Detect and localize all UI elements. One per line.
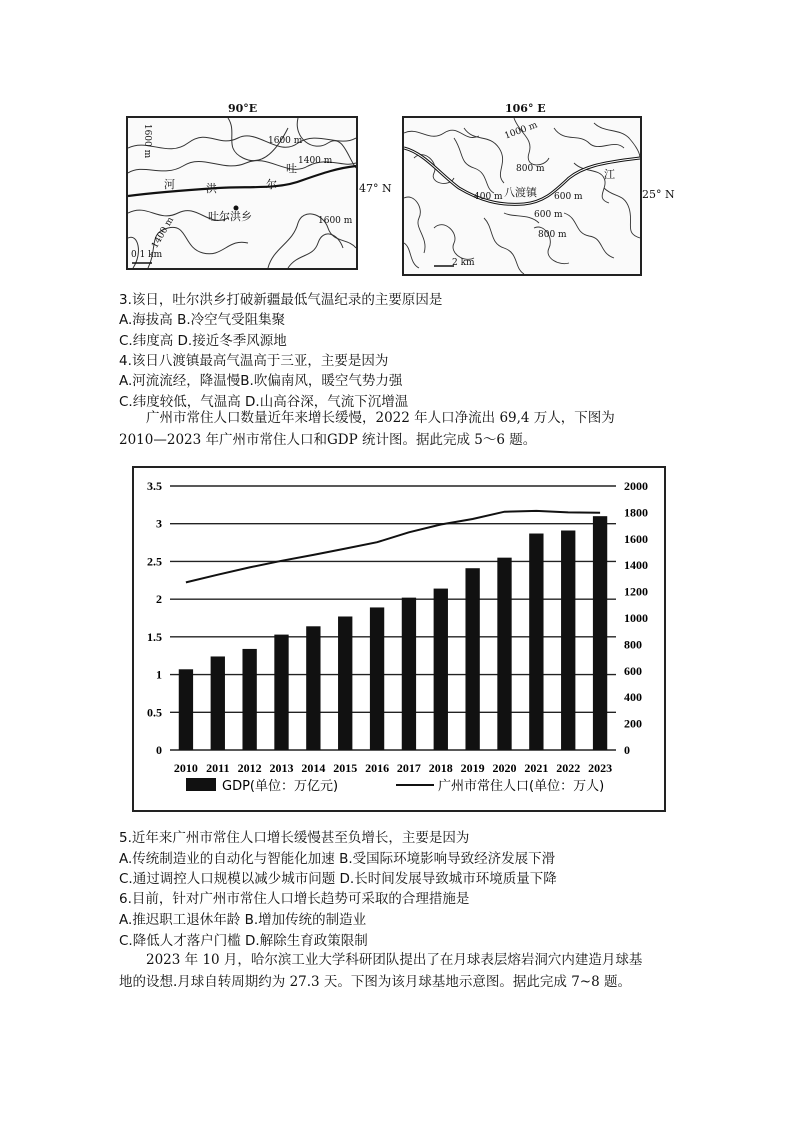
- y-right-tick-label: 600: [624, 663, 642, 678]
- question-6: 6.目前，针对广州市常住人口增长趋势可采取的合理措施是: [119, 891, 470, 907]
- y-right-tick-label: 0: [624, 743, 630, 757]
- question-5-options-ab: A.传统制造业的自动化与智能化加速 B.受国际环境影响导致经济发展下滑: [119, 851, 556, 867]
- map2-latitude-label: 25° N: [642, 188, 675, 201]
- legend-gdp-swatch: [186, 778, 216, 791]
- x-tick-label: 2023: [588, 761, 613, 775]
- gdp-bar: [242, 649, 256, 750]
- gdp-bar: [529, 534, 543, 750]
- y-left-tick-label: 2.5: [147, 554, 162, 569]
- map2-river-label: 江: [604, 168, 615, 181]
- y-right-tick-label: 1000: [624, 611, 648, 625]
- y-right-tick-label: 1400: [624, 558, 648, 573]
- y-right-tick-label: 200: [624, 716, 642, 731]
- y-right-tick-label: 2000: [624, 479, 648, 493]
- y-left-tick-label: 1.5: [147, 629, 162, 644]
- gdp-bar: [434, 589, 448, 750]
- legend-population-label: 广州市常住人口(单位：万人): [438, 779, 605, 794]
- question-6-options-cd: C.降低人才落户门槛 D.解除生育政策限制: [119, 933, 368, 949]
- map2-contour-label: 600 m: [554, 192, 583, 202]
- y-right-tick-label: 1200: [624, 584, 648, 599]
- map1-place-label: 吐尔洪乡: [208, 210, 252, 223]
- question-4-options-ab: A.河流流经，降温慢B.吹偏南风，暖空气势力强: [119, 373, 403, 389]
- x-tick-label: 2021: [524, 761, 549, 775]
- map1-contours: [128, 118, 356, 268]
- intro-paragraph-2-line-2: 地的设想.月球自转周期约为 27.3 天。下图为该月球基地示意图。据此完成 7~8 题。: [119, 974, 632, 990]
- map2-contour-label: 400 m: [474, 192, 503, 202]
- map1-river-char-2: 洪: [206, 182, 217, 195]
- question-3-options-ab: A.海拔高 B.冷空气受阻集聚: [119, 312, 286, 328]
- intro-paragraph-2-line-1: 2023 年 10 月，哈尔滨工业大学科研团队提出了在月球表层熔岩洞穴内建造月球基: [146, 952, 643, 968]
- gdp-population-chart: [132, 466, 666, 812]
- x-tick-label: 2012: [237, 761, 262, 775]
- y-left-tick-label: 0.5: [147, 705, 162, 720]
- map1-river-char-1: 河: [164, 178, 175, 191]
- intro-paragraph-1-line-2: 2010—2023 年广州市常住人口和GDP 统计图。据此完成 5～6 题。: [119, 432, 537, 448]
- map2-contour-label: 800 m: [538, 230, 567, 240]
- map1-longitude-label: 90°E: [228, 102, 258, 115]
- question-3-options-cd: C.纬度高 D.接近冬季风源地: [119, 333, 287, 349]
- x-tick-label: 2017: [396, 761, 421, 775]
- map2-contour-label: 600 m: [534, 210, 563, 220]
- gdp-bar: [179, 669, 193, 750]
- y-right-tick-label: 800: [624, 637, 642, 652]
- question-6-options-ab: A.推迟职工退休年龄 B.增加传统的制造业: [119, 912, 367, 928]
- map1-contour-label: 1600 m: [318, 216, 353, 226]
- question-5: 5.近年来广州市常住人口增长缓慢甚至负增长，主要是因为: [119, 830, 470, 846]
- x-tick-label: 2018: [428, 761, 453, 775]
- y-left-tick-label: 3: [156, 516, 162, 531]
- legend-gdp-label: GDP(单位：万亿元): [222, 779, 339, 794]
- gdp-bar: [497, 558, 511, 750]
- question-4: 4.该日八渡镇最高气温高于三亚，主要是因为: [119, 353, 389, 369]
- gdp-bar: [338, 616, 352, 750]
- x-tick-label: 2011: [206, 761, 230, 775]
- x-tick-label: 2014: [301, 761, 326, 775]
- x-tick-label: 2013: [269, 761, 294, 775]
- map2-contour-label: 800 m: [516, 164, 545, 174]
- map2-topographic-map: [402, 116, 642, 276]
- x-tick-label: 2016: [365, 761, 390, 775]
- map1-topographic-map: [126, 116, 358, 270]
- question-5-options-cd: C.通过调控人口规模以减少城市问题 D.长时间发展导致城市环境质量下降: [119, 871, 557, 887]
- gdp-bar: [465, 568, 479, 750]
- question-4-options-cd: C.纬度较低，气温高 D.山高谷深，气流下沉增温: [119, 394, 409, 410]
- y-left-tick-label: 1: [156, 667, 162, 682]
- map1-contour-label: 1600 m: [268, 136, 303, 146]
- x-tick-label: 2022: [556, 761, 581, 775]
- chart-svg: [134, 468, 664, 810]
- y-right-tick-label: 400: [624, 690, 642, 705]
- x-tick-label: 2015: [333, 761, 358, 775]
- gdp-bar: [211, 656, 225, 750]
- gdp-bar: [274, 635, 288, 750]
- map1-contour-label: 1400 m: [150, 215, 177, 251]
- map1-latitude-label: 47° N: [359, 182, 392, 195]
- y-left-tick-label: 2: [156, 592, 162, 607]
- gdp-bar: [593, 516, 607, 750]
- x-tick-label: 2010: [173, 761, 198, 775]
- gdp-bar: [561, 531, 575, 750]
- map2-scale-label: 2 km: [452, 258, 475, 268]
- map2-place-label: 八渡镇: [504, 186, 537, 199]
- y-right-tick-label: 1600: [624, 531, 648, 546]
- x-tick-label: 2020: [492, 761, 517, 775]
- x-tick-label: 2019: [460, 761, 485, 775]
- map2-contour-label: 1000 m: [503, 120, 539, 142]
- intro-paragraph-1-line-1: 广州市常住人口数量近年来增长缓慢，2022 年人口净流出 69,4 万人，下图为: [146, 410, 615, 426]
- map1-contour-label: 1400 m: [298, 156, 333, 166]
- y-right-tick-label: 1800: [624, 505, 648, 520]
- y-left-tick-label: 0: [156, 743, 162, 757]
- map1-river-char-3: 尔: [266, 178, 277, 191]
- question-3: 3.该日，吐尔洪乡打破新疆最低气温纪录的主要原因是: [119, 292, 443, 308]
- y-left-tick-label: 3.5: [147, 479, 162, 493]
- map1-contour-label: 1600 m: [142, 123, 153, 159]
- map2-longitude-label: 106° E: [505, 102, 546, 115]
- gdp-bar: [306, 626, 320, 750]
- map1-extra-char: 吐: [286, 162, 297, 175]
- gdp-bar: [370, 607, 384, 750]
- map1-scale-label: 0 1 km: [131, 250, 163, 260]
- gdp-bar: [402, 598, 416, 750]
